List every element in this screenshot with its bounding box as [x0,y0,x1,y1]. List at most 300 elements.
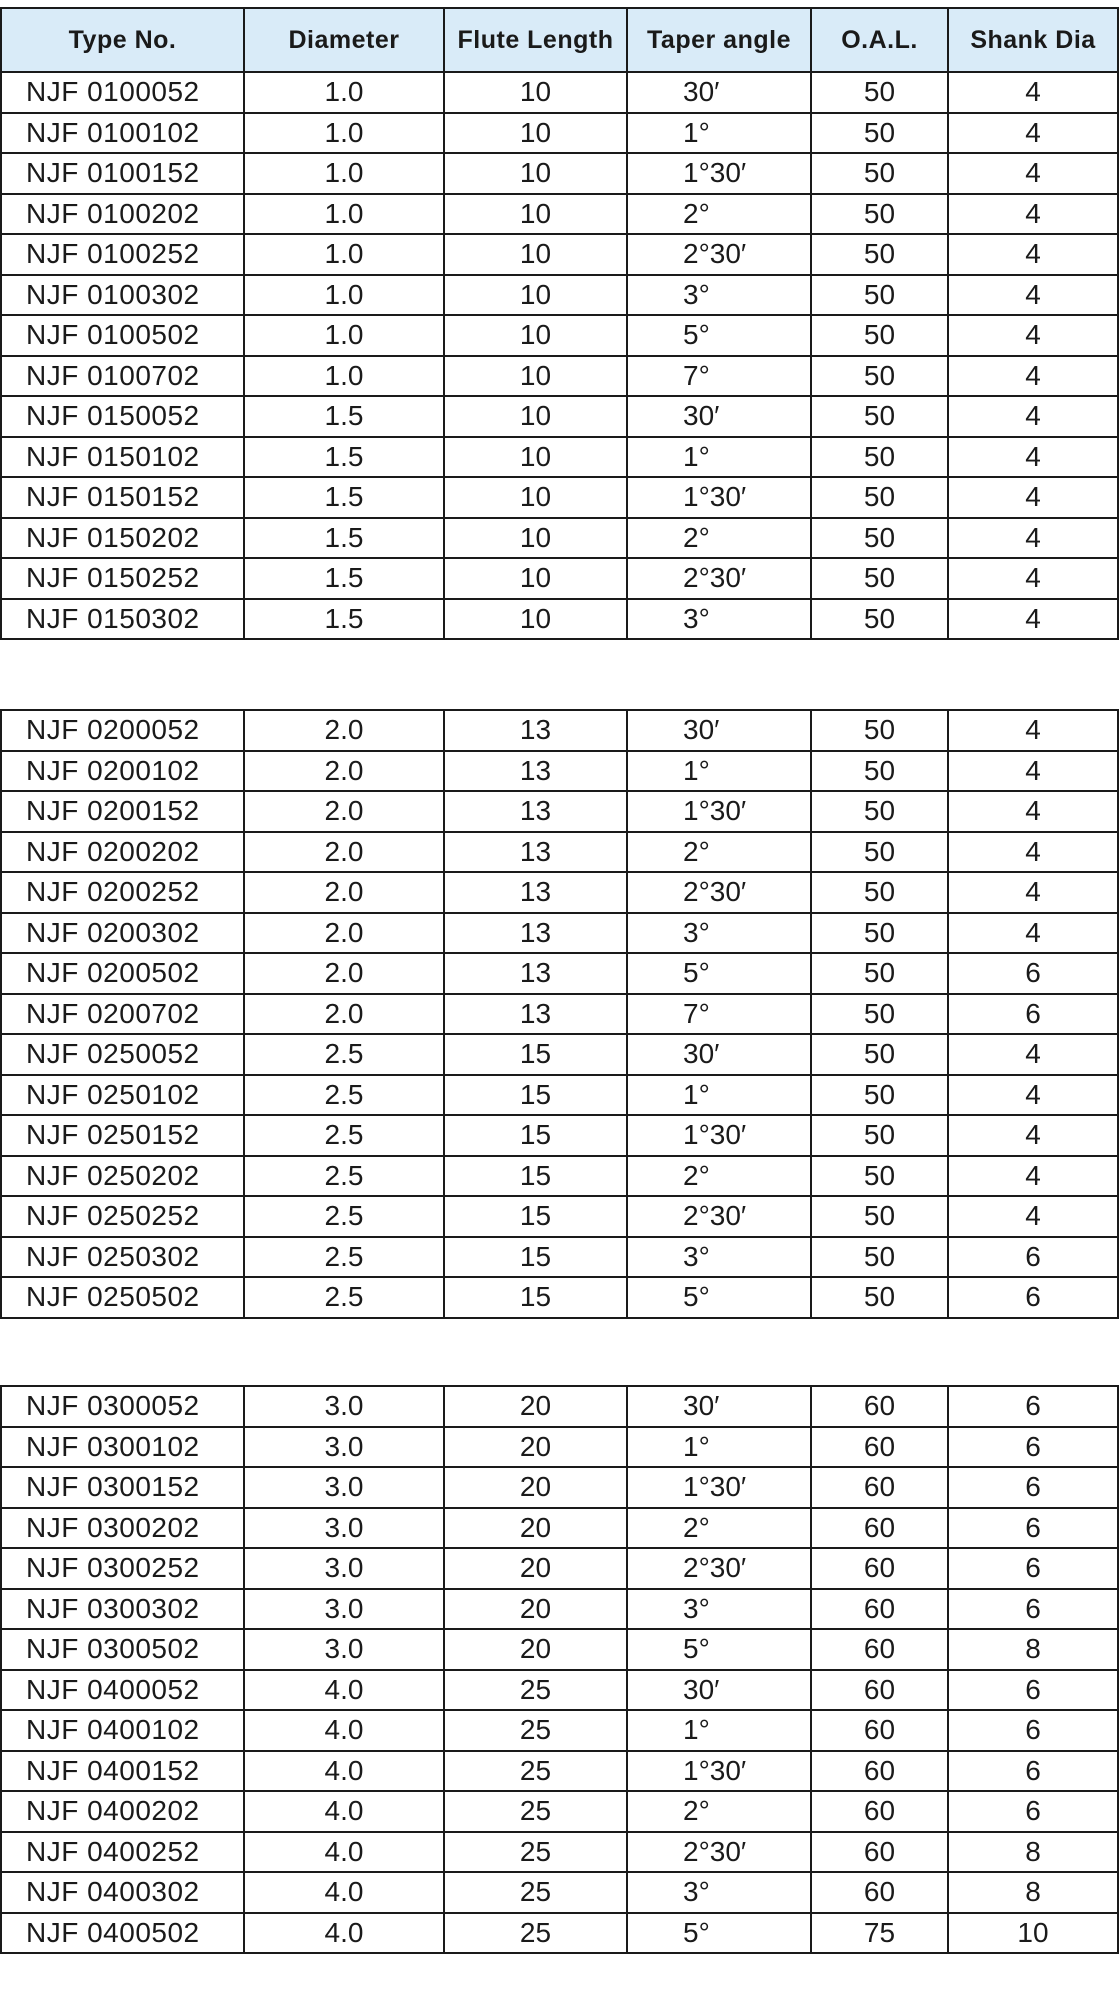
table-row [1,1670,1118,1711]
shank-dia-cell: 6 [948,1791,1118,1832]
table-row [1,1832,1118,1873]
diameter-cell: 4.0 [244,1670,444,1711]
header-type-no: Type No. [1,8,244,72]
shank-dia-cell: 4 [948,275,1118,316]
table-row [1,1791,1118,1832]
diameter-cell: 2.0 [244,710,444,751]
taper-angle-cell: 1°30′ [627,153,811,194]
header-flute-length: Flute Length [444,8,627,72]
table-row [1,1872,1118,1913]
taper-angle-cell: 1°30′ [627,477,811,518]
table-row [1,437,1118,478]
table-row [1,356,1118,397]
taper-angle-cell: 2°30′ [627,872,811,913]
taper-angle-cell: 2° [627,1791,811,1832]
type-no-cell: NJF 0200202 [1,832,244,873]
diameter-cell: 3.0 [244,1629,444,1670]
shank-dia-cell: 4 [948,832,1118,873]
oal-cell: 50 [811,832,948,873]
type-no-cell: NJF 0250052 [1,1034,244,1075]
type-no-cell: NJF 0200252 [1,872,244,913]
flute-length-cell: 10 [444,275,627,316]
diameter-cell: 2.0 [244,832,444,873]
shank-dia-cell: 6 [948,1589,1118,1630]
diameter-cell: 3.0 [244,1386,444,1427]
header-taper-angle: Taper angle [627,8,811,72]
table-row [1,1156,1118,1197]
flute-length-cell: 13 [444,994,627,1035]
table-row [1,913,1118,954]
flute-length-cell: 10 [444,477,627,518]
table-row [1,1467,1118,1508]
flute-length-cell: 20 [444,1427,627,1468]
flute-length-cell: 13 [444,872,627,913]
flute-length-cell: 25 [444,1670,627,1711]
taper-angle-cell: 1° [627,1075,811,1116]
taper-angle-cell: 2° [627,1508,811,1549]
type-no-cell: NJF 0200102 [1,751,244,792]
header-row [1,8,1118,72]
diameter-cell: 4.0 [244,1913,444,1954]
shank-dia-cell: 4 [948,872,1118,913]
oal-cell: 60 [811,1427,948,1468]
table-row [1,518,1118,559]
type-no-cell: NJF 0150252 [1,558,244,599]
flute-length-cell: 20 [444,1508,627,1549]
diameter-cell: 1.0 [244,275,444,316]
taper-angle-cell: 3° [627,913,811,954]
flute-length-cell: 15 [444,1277,627,1318]
taper-angle-cell: 3° [627,1872,811,1913]
taper-angle-cell: 7° [627,994,811,1035]
flute-length-cell: 10 [444,315,627,356]
diameter-cell: 1.0 [244,315,444,356]
table-row [1,953,1118,994]
type-no-cell: NJF 0100702 [1,356,244,397]
diameter-cell: 2.5 [244,1075,444,1116]
shank-dia-cell: 4 [948,913,1118,954]
taper-angle-cell: 30′ [627,72,811,113]
table-row [1,477,1118,518]
oal-cell: 50 [811,194,948,235]
flute-length-cell: 10 [444,234,627,275]
shank-dia-cell: 6 [948,1427,1118,1468]
flute-length-cell: 13 [444,710,627,751]
table-row [1,1115,1118,1156]
diameter-cell: 1.5 [244,518,444,559]
spec-table-group-1 [0,7,1119,640]
diameter-cell: 2.0 [244,791,444,832]
table-row [1,1548,1118,1589]
table-row [1,558,1118,599]
flute-length-cell: 20 [444,1629,627,1670]
table-row [1,1710,1118,1751]
taper-angle-cell: 1°30′ [627,1115,811,1156]
taper-angle-cell: 5° [627,315,811,356]
taper-angle-cell: 30′ [627,1386,811,1427]
oal-cell: 60 [811,1548,948,1589]
flute-length-cell: 15 [444,1237,627,1278]
type-no-cell: NJF 0400152 [1,1751,244,1792]
oal-cell: 50 [811,1115,948,1156]
taper-angle-cell: 2° [627,832,811,873]
taper-angle-cell: 1° [627,113,811,154]
diameter-cell: 1.5 [244,599,444,640]
diameter-cell: 1.5 [244,396,444,437]
oal-cell: 60 [811,1832,948,1873]
diameter-cell: 1.0 [244,113,444,154]
shank-dia-cell: 4 [948,1156,1118,1197]
type-no-cell: NJF 0150102 [1,437,244,478]
flute-length-cell: 10 [444,356,627,397]
table-row [1,791,1118,832]
oal-cell: 50 [811,1196,948,1237]
flute-length-cell: 10 [444,518,627,559]
oal-cell: 50 [811,518,948,559]
diameter-cell: 2.5 [244,1034,444,1075]
oal-cell: 50 [811,913,948,954]
diameter-cell: 4.0 [244,1872,444,1913]
oal-cell: 50 [811,356,948,397]
shank-dia-cell: 8 [948,1872,1118,1913]
flute-length-cell: 10 [444,113,627,154]
type-no-cell: NJF 0200502 [1,953,244,994]
flute-length-cell: 20 [444,1386,627,1427]
flute-length-cell: 20 [444,1467,627,1508]
taper-angle-cell: 3° [627,275,811,316]
oal-cell: 60 [811,1467,948,1508]
taper-angle-cell: 2°30′ [627,1832,811,1873]
flute-length-cell: 10 [444,437,627,478]
table-row [1,1277,1118,1318]
shank-dia-cell: 4 [948,1034,1118,1075]
diameter-cell: 1.5 [244,558,444,599]
type-no-cell: NJF 0300302 [1,1589,244,1630]
diameter-cell: 3.0 [244,1467,444,1508]
table-row [1,1237,1118,1278]
oal-cell: 50 [811,72,948,113]
type-no-cell: NJF 0100152 [1,153,244,194]
type-no-cell: NJF 0300252 [1,1548,244,1589]
diameter-cell: 3.0 [244,1427,444,1468]
shank-dia-cell: 6 [948,1670,1118,1711]
taper-angle-cell: 1° [627,1427,811,1468]
oal-cell: 50 [811,113,948,154]
flute-length-cell: 10 [444,72,627,113]
type-no-cell: NJF 0400102 [1,1710,244,1751]
oal-cell: 60 [811,1872,948,1913]
type-no-cell: NJF 0100502 [1,315,244,356]
shank-dia-cell: 4 [948,437,1118,478]
diameter-cell: 3.0 [244,1548,444,1589]
taper-angle-cell: 30′ [627,396,811,437]
table-row [1,1589,1118,1630]
taper-angle-cell: 2° [627,194,811,235]
oal-cell: 50 [811,315,948,356]
type-no-cell: NJF 0150202 [1,518,244,559]
diameter-cell: 2.5 [244,1156,444,1197]
table-row [1,1386,1118,1427]
flute-length-cell: 25 [444,1913,627,1954]
oal-cell: 50 [811,994,948,1035]
diameter-cell: 1.5 [244,477,444,518]
oal-cell: 50 [811,1277,948,1318]
table-row [1,1034,1118,1075]
shank-dia-cell: 4 [948,315,1118,356]
type-no-cell: NJF 0100102 [1,113,244,154]
table-row [1,194,1118,235]
header-shank-dia: Shank Dia [948,8,1118,72]
shank-dia-cell: 4 [948,356,1118,397]
oal-cell: 50 [811,1156,948,1197]
flute-length-cell: 10 [444,153,627,194]
oal-cell: 60 [811,1508,948,1549]
shank-dia-cell: 6 [948,1237,1118,1278]
table-row [1,153,1118,194]
oal-cell: 60 [811,1710,948,1751]
flute-length-cell: 13 [444,832,627,873]
oal-cell: 50 [811,477,948,518]
oal-cell: 50 [811,791,948,832]
shank-dia-cell: 8 [948,1832,1118,1873]
diameter-cell: 2.0 [244,994,444,1035]
flute-length-cell: 25 [444,1710,627,1751]
type-no-cell: NJF 0100052 [1,72,244,113]
table-row [1,1751,1118,1792]
oal-cell: 50 [811,599,948,640]
taper-angle-cell: 3° [627,599,811,640]
flute-length-cell: 10 [444,396,627,437]
diameter-cell: 2.5 [244,1115,444,1156]
flute-length-cell: 25 [444,1751,627,1792]
oal-cell: 50 [811,437,948,478]
diameter-cell: 2.5 [244,1277,444,1318]
type-no-cell: NJF 0200302 [1,913,244,954]
shank-dia-cell: 8 [948,1629,1118,1670]
flute-length-cell: 15 [444,1075,627,1116]
type-no-cell: NJF 0100302 [1,275,244,316]
type-no-cell: NJF 0250152 [1,1115,244,1156]
diameter-cell: 4.0 [244,1832,444,1873]
taper-angle-cell: 5° [627,1913,811,1954]
table-row [1,1508,1118,1549]
type-no-cell: NJF 0200702 [1,994,244,1035]
type-no-cell: NJF 0300152 [1,1467,244,1508]
table-row [1,1075,1118,1116]
oal-cell: 50 [811,275,948,316]
shank-dia-cell: 4 [948,558,1118,599]
flute-length-cell: 15 [444,1034,627,1075]
flute-length-cell: 25 [444,1872,627,1913]
shank-dia-cell: 4 [948,234,1118,275]
flute-length-cell: 13 [444,751,627,792]
diameter-cell: 1.5 [244,437,444,478]
table-row [1,710,1118,751]
taper-angle-cell: 1° [627,437,811,478]
flute-length-cell: 13 [444,913,627,954]
shank-dia-cell: 6 [948,1467,1118,1508]
flute-length-cell: 20 [444,1589,627,1630]
table-row [1,872,1118,913]
diameter-cell: 2.0 [244,913,444,954]
oal-cell: 60 [811,1386,948,1427]
table-row [1,751,1118,792]
diameter-cell: 2.0 [244,751,444,792]
shank-dia-cell: 6 [948,1710,1118,1751]
taper-angle-cell: 1°30′ [627,1751,811,1792]
diameter-cell: 2.5 [244,1237,444,1278]
shank-dia-cell: 6 [948,1277,1118,1318]
shank-dia-cell: 6 [948,994,1118,1035]
table-row [1,1629,1118,1670]
shank-dia-cell: 4 [948,599,1118,640]
type-no-cell: NJF 0100202 [1,194,244,235]
oal-cell: 50 [811,234,948,275]
spec-table-group-3 [0,1385,1119,1954]
type-no-cell: NJF 0300052 [1,1386,244,1427]
diameter-cell: 2.0 [244,872,444,913]
shank-dia-cell: 4 [948,194,1118,235]
type-no-cell: NJF 0250502 [1,1277,244,1318]
type-no-cell: NJF 0200152 [1,791,244,832]
flute-length-cell: 25 [444,1791,627,1832]
oal-cell: 50 [811,153,948,194]
flute-length-cell: 13 [444,791,627,832]
shank-dia-cell: 4 [948,396,1118,437]
shank-dia-cell: 4 [948,1115,1118,1156]
table-row [1,72,1118,113]
type-no-cell: NJF 0150302 [1,599,244,640]
shank-dia-cell: 6 [948,1386,1118,1427]
taper-angle-cell: 2° [627,518,811,559]
table-row [1,599,1118,640]
table-row [1,234,1118,275]
diameter-cell: 4.0 [244,1751,444,1792]
table-row [1,1427,1118,1468]
oal-cell: 60 [811,1791,948,1832]
oal-cell: 50 [811,1034,948,1075]
table-row [1,832,1118,873]
type-no-cell: NJF 0100252 [1,234,244,275]
flute-length-cell: 20 [444,1548,627,1589]
taper-angle-cell: 1° [627,751,811,792]
type-no-cell: NJF 0250202 [1,1156,244,1197]
flute-length-cell: 10 [444,194,627,235]
diameter-cell: 3.0 [244,1508,444,1549]
header-diameter: Diameter [244,8,444,72]
type-no-cell: NJF 0150052 [1,396,244,437]
shank-dia-cell: 4 [948,518,1118,559]
diameter-cell: 4.0 [244,1791,444,1832]
shank-dia-cell: 4 [948,1075,1118,1116]
diameter-cell: 4.0 [244,1710,444,1751]
type-no-cell: NJF 0300202 [1,1508,244,1549]
diameter-cell: 1.0 [244,194,444,235]
table-row [1,275,1118,316]
flute-length-cell: 25 [444,1832,627,1873]
type-no-cell: NJF 0400502 [1,1913,244,1954]
taper-angle-cell: 1°30′ [627,1467,811,1508]
oal-cell: 50 [811,1075,948,1116]
oal-cell: 50 [811,1237,948,1278]
oal-cell: 50 [811,710,948,751]
shank-dia-cell: 6 [948,1508,1118,1549]
oal-cell: 60 [811,1589,948,1630]
taper-angle-cell: 7° [627,356,811,397]
type-no-cell: NJF 0400052 [1,1670,244,1711]
flute-length-cell: 15 [444,1115,627,1156]
flute-length-cell: 15 [444,1156,627,1197]
shank-dia-cell: 4 [948,751,1118,792]
oal-cell: 50 [811,751,948,792]
flute-length-cell: 10 [444,599,627,640]
shank-dia-cell: 6 [948,1548,1118,1589]
type-no-cell: NJF 0400252 [1,1832,244,1873]
diameter-cell: 1.0 [244,356,444,397]
diameter-cell: 3.0 [244,1589,444,1630]
spec-table-group-2 [0,709,1119,1319]
table-row [1,1913,1118,1954]
shank-dia-cell: 10 [948,1913,1118,1954]
flute-length-cell: 13 [444,953,627,994]
oal-cell: 60 [811,1670,948,1711]
shank-dia-cell: 6 [948,1751,1118,1792]
taper-angle-cell: 2°30′ [627,558,811,599]
flute-length-cell: 10 [444,558,627,599]
shank-dia-cell: 4 [948,113,1118,154]
header-oal: O.A.L. [811,8,948,72]
table-row [1,315,1118,356]
taper-angle-cell: 1° [627,1710,811,1751]
oal-cell: 60 [811,1751,948,1792]
flute-length-cell: 15 [444,1196,627,1237]
type-no-cell: NJF 0300102 [1,1427,244,1468]
type-no-cell: NJF 0400302 [1,1872,244,1913]
diameter-cell: 2.5 [244,1196,444,1237]
taper-angle-cell: 3° [627,1237,811,1278]
taper-angle-cell: 5° [627,1277,811,1318]
diameter-cell: 1.0 [244,153,444,194]
taper-angle-cell: 2°30′ [627,234,811,275]
shank-dia-cell: 4 [948,791,1118,832]
type-no-cell: NJF 0200052 [1,710,244,751]
shank-dia-cell: 4 [948,153,1118,194]
taper-angle-cell: 2°30′ [627,1196,811,1237]
taper-angle-cell: 5° [627,1629,811,1670]
type-no-cell: NJF 0300502 [1,1629,244,1670]
shank-dia-cell: 4 [948,477,1118,518]
oal-cell: 50 [811,872,948,913]
diameter-cell: 1.0 [244,234,444,275]
diameter-cell: 1.0 [244,72,444,113]
type-no-cell: NJF 0250102 [1,1075,244,1116]
taper-angle-cell: 2° [627,1156,811,1197]
taper-angle-cell: 30′ [627,710,811,751]
type-no-cell: NJF 0250302 [1,1237,244,1278]
oal-cell: 50 [811,953,948,994]
diameter-cell: 2.0 [244,953,444,994]
taper-angle-cell: 30′ [627,1670,811,1711]
taper-angle-cell: 5° [627,953,811,994]
taper-angle-cell: 30′ [627,1034,811,1075]
table-row [1,396,1118,437]
taper-angle-cell: 3° [627,1589,811,1630]
table-row [1,994,1118,1035]
type-no-cell: NJF 0250252 [1,1196,244,1237]
table-row [1,113,1118,154]
shank-dia-cell: 4 [948,1196,1118,1237]
oal-cell: 75 [811,1913,948,1954]
